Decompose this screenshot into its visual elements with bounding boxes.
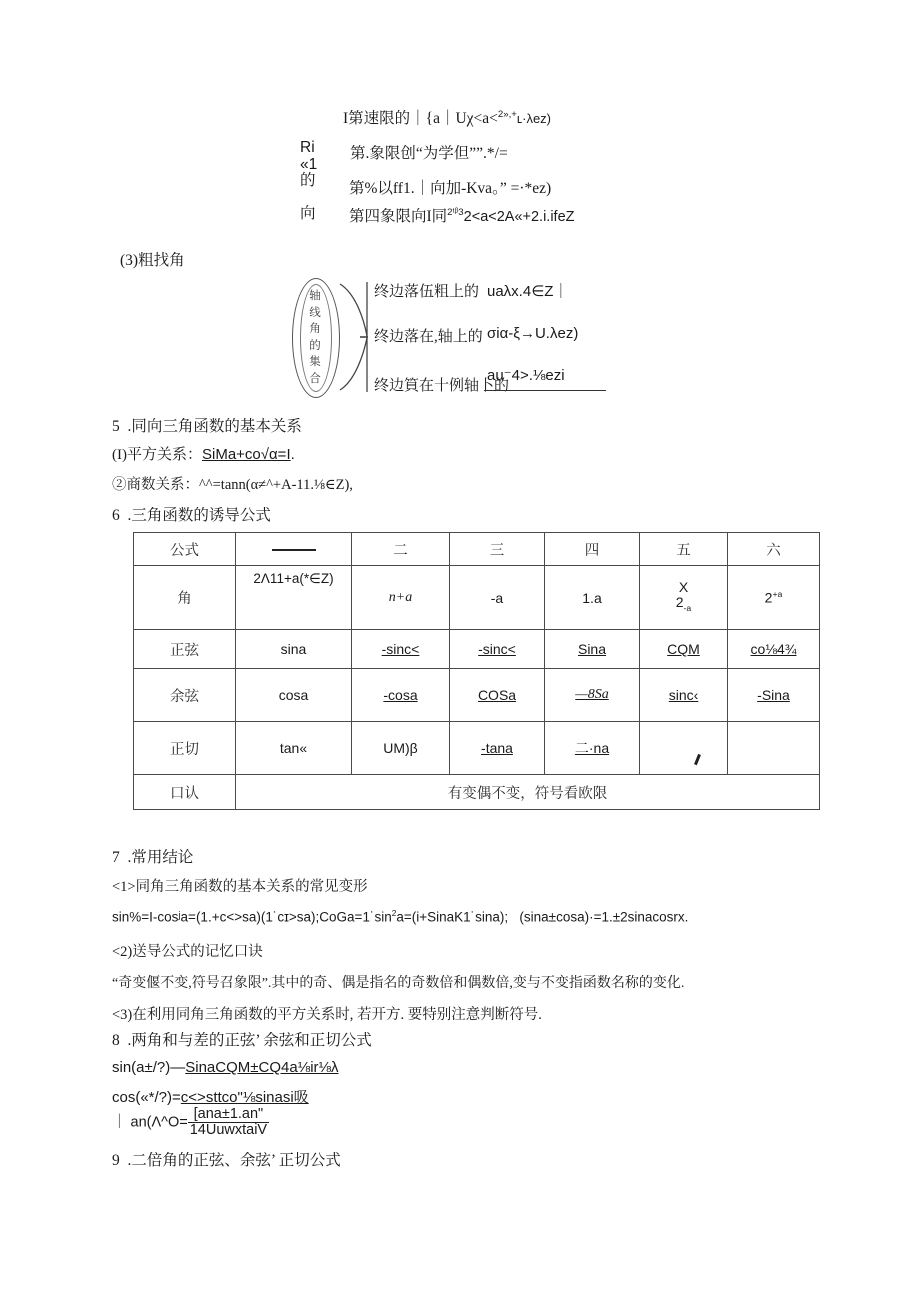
section-3-heading: (3)粗找角	[120, 252, 185, 269]
table-header-six: 六	[728, 533, 820, 566]
cell-mnemonic-text: 有变偶不变，符号看欧限	[236, 775, 820, 810]
row-label-angle: 角	[134, 566, 236, 630]
cell-angle-4: 1.a	[545, 566, 640, 630]
section-7-item-1-title: <1>同角三角函数的基本关系的常见变形	[112, 879, 368, 895]
cell-tangent-1: tan«	[236, 722, 352, 775]
table-header-formula: 公式	[134, 533, 236, 566]
table-header-row	[134, 533, 820, 566]
section-7-item-1-body-sup: 2	[391, 908, 397, 918]
quadrant-row-4-tail: 2<a<2A«+2.i.ifeZ	[463, 209, 575, 225]
section-7-item-3: <3)在利用同角三角函数的平方关系时, 若开方. 要特别注意判断符号.	[112, 1007, 542, 1023]
cell-sine-3: -sinc<	[450, 630, 545, 669]
brace-icon	[338, 280, 370, 394]
table-header-one	[236, 533, 352, 566]
branch-value-1: uaλx.4∈Z｜	[487, 283, 569, 300]
section-7-item-1-body-a: sin%=I-cosʲa=(1.+c<>sa)(1˙cɪ>sa);CoGa=1˙sin	[112, 909, 392, 925]
quadrant-left-label-1: Ri	[300, 139, 315, 156]
table-header-three: 三	[450, 533, 545, 566]
section-5-item-1-prefix: (I)平方关系：	[112, 447, 202, 463]
table-row-angle	[134, 566, 820, 630]
branch-value-3: au⁻4>.⅛ezi	[487, 367, 565, 384]
section-8-line-1-prefix: sin(a±/?)—	[112, 1059, 186, 1076]
induction-formula-table	[133, 532, 820, 810]
cell-angle-6	[728, 566, 820, 630]
section-8-line-1	[112, 1059, 339, 1076]
section-8-line-2-prefix: cos(«*/?)=	[112, 1089, 181, 1106]
section-9-heading: 9 .二倍角的正弦、余弦’ 正切公式	[112, 1152, 341, 1169]
cell-angle-6-sup: +a	[772, 589, 783, 600]
cell-cosine-6: -Sina	[728, 669, 820, 722]
quadrant-left-label-4: 向	[300, 205, 316, 222]
cell-cosine-1: cosa	[236, 669, 352, 722]
table-row-cosine	[134, 669, 820, 722]
quadrant-row-1-sup: 2»,+	[497, 108, 517, 120]
row-label-cosine: 余弦	[134, 669, 236, 722]
cell-sine-1: sina	[236, 630, 352, 669]
stray-mark-icon	[692, 754, 703, 765]
quadrant-row-1	[343, 106, 551, 128]
cell-tangent-3: -tana	[450, 722, 545, 775]
quadrant-row-4-sup: 2ᵗᵝ3	[447, 206, 464, 218]
section-8-heading: 8 .两角和与差的正弦’ 余弦和正切公式	[112, 1032, 372, 1049]
branch-label-1: 终边落伍粗上的	[374, 284, 480, 300]
branch-rule-3	[484, 390, 606, 391]
section-7-item-1-body-b: a=(i+SinaK1˙sina); (sina±cosa)·=1.±2sinacosrx.	[396, 909, 689, 925]
row-label-mnemonic: 口认	[134, 775, 236, 810]
section-8-line-3-prefix: ｜ an(Λ^O=	[112, 1114, 188, 1131]
cell-angle-5-sub: -a	[683, 602, 692, 613]
row-label-sine: 正弦	[134, 630, 236, 669]
cell-angle-5-base: 2	[675, 593, 684, 610]
cell-angle-5-top: X	[678, 578, 689, 595]
cell-tangent-6	[728, 722, 820, 775]
cell-angle-5	[640, 566, 728, 630]
quadrant-row-2: 第.象限创“为学但””.*/=	[350, 145, 508, 162]
cell-cosine-3: COSa	[450, 669, 545, 722]
cell-angle-1: 2Λ11+a(*∈Z)	[236, 566, 352, 630]
dash-glyph	[272, 549, 316, 551]
cell-angle-2: n+a	[352, 566, 450, 630]
cell-sine-4: Sina	[545, 630, 640, 669]
cell-angle-3: -a	[450, 566, 545, 630]
section-8-line-3-fraction	[188, 1107, 269, 1138]
section-7-item-2-body: “奇变偃不变,符号召象限”.其中的奇、偶是指名的奇数倍和偶数倍,变与不变指函数名称的变化.	[112, 976, 685, 991]
table-header-five: 五	[640, 533, 728, 566]
section-8-line-2-formula: c<>sttco"⅛sinasi吸	[180, 1089, 309, 1106]
quadrant-row-3: 第%以ff1.｜向加-Kva。” =·*ez)	[349, 180, 552, 197]
section-8-line-2	[112, 1086, 309, 1107]
section-5-heading: 5 .同向三角函数的基本关系	[112, 418, 302, 435]
table-row-tangent	[134, 722, 820, 775]
section-8-line-3	[112, 1107, 269, 1138]
cell-tangent-2: UM)β	[352, 722, 450, 775]
table-header-two: 二	[352, 533, 450, 566]
quadrant-row-4-text: 第四象限向I同	[349, 208, 448, 225]
cell-angle-6-base: 2	[764, 589, 773, 606]
oval-label: 轴线角的集合	[309, 290, 321, 385]
branch-label-2: 终边落在,轴上的	[374, 329, 483, 345]
axis-angle-diagram	[292, 278, 622, 400]
section-7-item-1-body	[112, 908, 688, 925]
section-5-item-1-suffix: .	[290, 446, 295, 463]
table-row-sine	[134, 630, 820, 669]
branch-value-2: σiα-ξ→U.λez)	[487, 325, 579, 342]
row-label-tangent: 正切	[134, 722, 236, 775]
section-6-heading: 6 .三角函数的诱导公式	[112, 507, 271, 524]
section-5-item-2: ②商数关系：^^=tann(α≠^+A-11.⅛∈Z),	[112, 477, 353, 493]
cell-tangent-5	[640, 722, 728, 775]
section-7-heading: 7 .常用结论	[112, 849, 194, 866]
table-header-four: 四	[545, 533, 640, 566]
cell-cosine-5: sinc‹	[640, 669, 728, 722]
cell-cosine-4: —8Sa	[545, 669, 640, 722]
section-8-line-1-formula: SinaCQM±CQ4a⅛ir⅛λ	[185, 1059, 339, 1076]
quadrant-row-4	[349, 204, 575, 226]
table-row-mnemonic	[134, 775, 820, 810]
cell-sine-5: CQM	[640, 630, 728, 669]
cell-tangent-4: 二·na	[545, 722, 640, 775]
section-7-item-2-title: <2)送导公式的记忆口诀	[112, 944, 263, 960]
cell-cosine-2: -cosa	[352, 669, 450, 722]
section-5-item-1-formula: SiMa+co√α=I	[202, 446, 291, 463]
quadrant-row-1-text: I第速限的｜{a｜Uχ<a<	[343, 110, 498, 127]
fraction-denominator: 14UuwxtaiV	[189, 1122, 268, 1138]
cell-sine-6: co⅛4¾	[728, 630, 820, 669]
quadrant-left-label-3: 的	[300, 172, 316, 189]
cell-sine-2: -sinc<	[352, 630, 450, 669]
section-5-item-1	[112, 443, 295, 464]
fraction-numerator: [ana±1.an"	[188, 1107, 269, 1123]
quadrant-left-label-2: «1	[300, 156, 318, 173]
quadrant-row-1-tail: ʟ·λez)	[516, 111, 552, 126]
branch-label-3: 终边筫在十例轴卜的	[374, 378, 510, 394]
cell-angle-5-bottom	[643, 595, 724, 616]
